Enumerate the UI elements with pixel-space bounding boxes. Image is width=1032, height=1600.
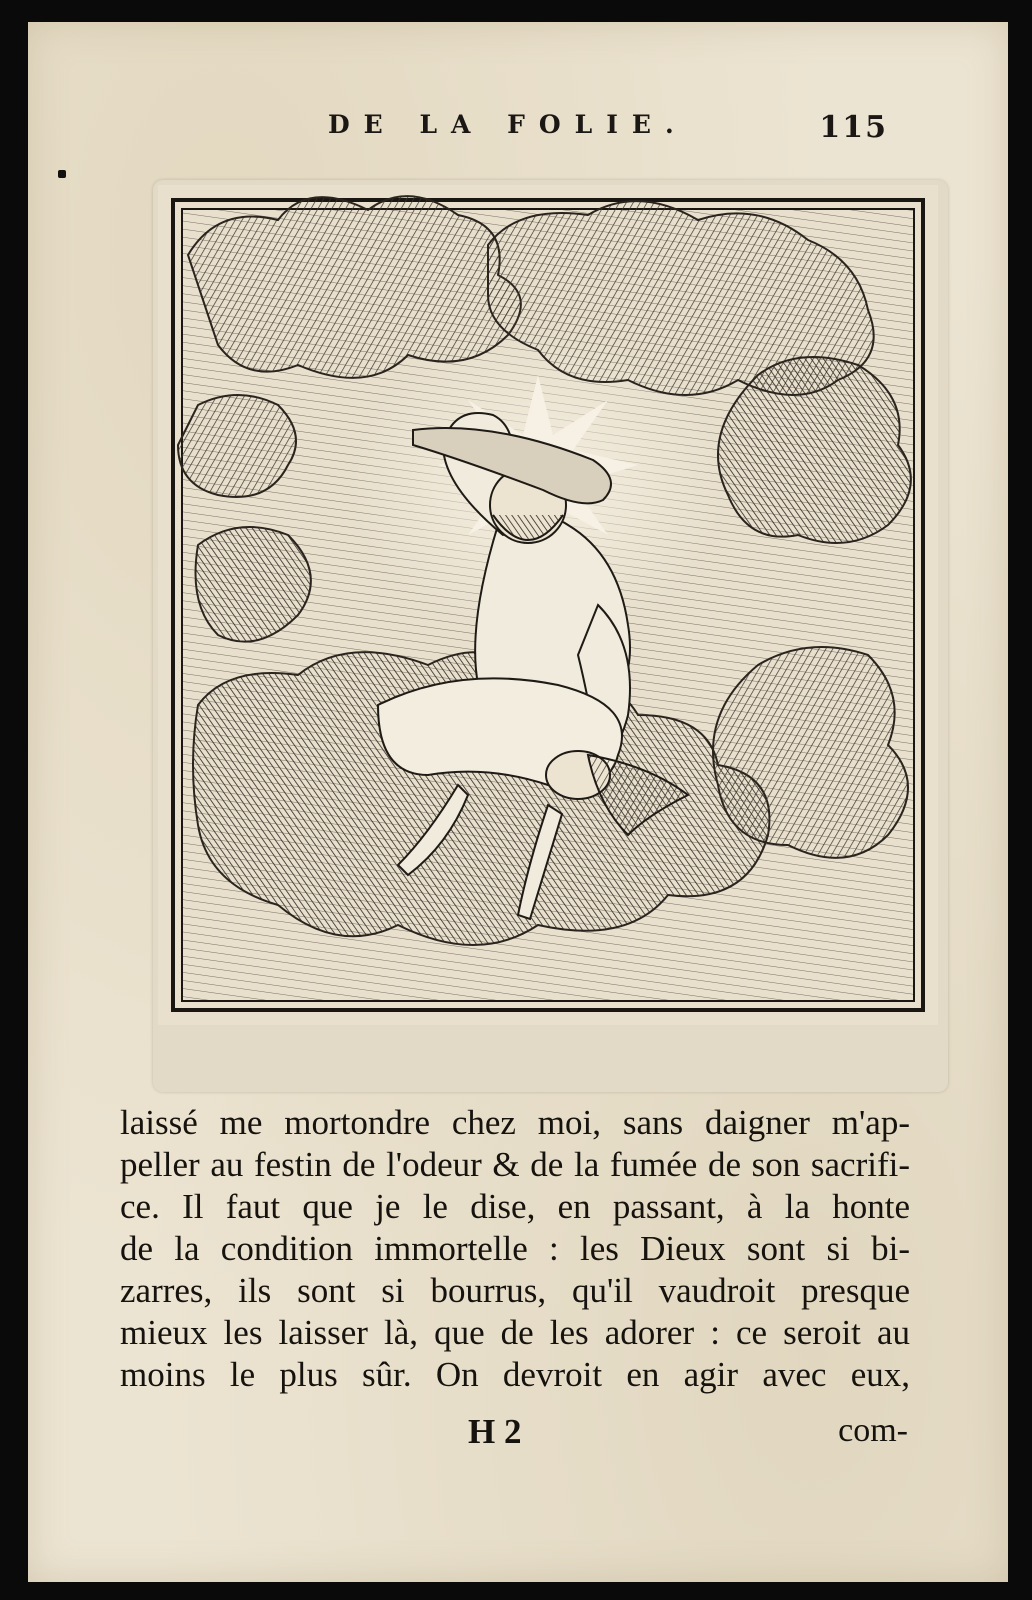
text-line: de la condition immortelle : les Dieux sont si bi- [120,1229,910,1268]
text-line: laissé me mortondre chez moi, sans daigner m'ap- [120,1103,910,1142]
text-line: mieux les laisser là, que de les adorer : ce seroit au [120,1313,910,1352]
page-number: 115 [819,110,888,145]
book-page [28,22,1008,1582]
paper-mark [58,170,66,178]
text-line: zarres, ils sont si bourrus, qu'il vaudroit presque [120,1271,910,1310]
text-line: peller au festin de l'odeur & de la fumée de son sacrifi- [120,1145,910,1184]
engraving-illustration [158,185,938,1025]
text-line: ce. Il faut que je le dise, en passant, à la honte [120,1187,910,1226]
signature-mark: H 2 [468,1412,522,1451]
text-line: moins le plus sûr. On devroit en agir avec eux, [120,1355,910,1394]
running-title: DE LA FOLIE. [328,110,688,139]
body-text [120,1102,910,1396]
catchword: com- [838,1412,908,1449]
